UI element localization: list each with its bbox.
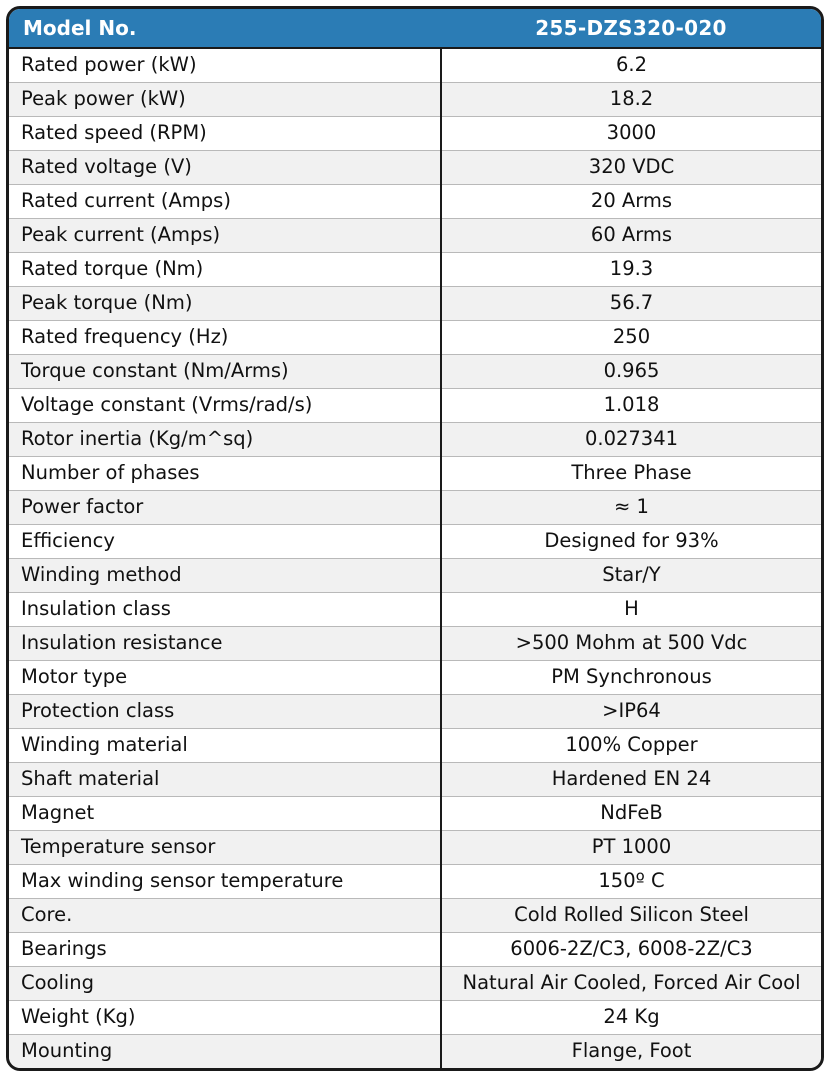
spec-value: >IP64: [441, 695, 821, 729]
table-row: [9, 763, 821, 797]
spec-value: 18.2: [441, 83, 821, 117]
table-row: [9, 287, 821, 321]
spec-value: 6.2: [441, 48, 821, 83]
table-row: [9, 355, 821, 389]
spec-label: Torque constant (Nm/Arms): [9, 355, 441, 389]
table-row: [9, 1001, 821, 1035]
table-row: [9, 185, 821, 219]
spec-value: Natural Air Cooled, Forced Air Cool: [441, 967, 821, 1001]
spec-label: Rated torque (Nm): [9, 253, 441, 287]
spec-label: Number of phases: [9, 457, 441, 491]
spec-label: Rated voltage (V): [9, 151, 441, 185]
table-row: [9, 899, 821, 933]
spec-label: Insulation class: [9, 593, 441, 627]
spec-value: Cold Rolled Silicon Steel: [441, 899, 821, 933]
table-row: [9, 219, 821, 253]
spec-value: Three Phase: [441, 457, 821, 491]
spec-value: H: [441, 593, 821, 627]
spec-label: Voltage constant (Vrms/rad/s): [9, 389, 441, 423]
spec-value: 19.3: [441, 253, 821, 287]
table-body: [9, 48, 821, 1068]
table-row: [9, 48, 821, 83]
spec-label: Bearings: [9, 933, 441, 967]
table-row: [9, 1035, 821, 1069]
spec-value: NdFeB: [441, 797, 821, 831]
spec-label: Rated frequency (Hz): [9, 321, 441, 355]
spec-value: Hardened EN 24: [441, 763, 821, 797]
spec-label: Rated current (Amps): [9, 185, 441, 219]
table-row: [9, 389, 821, 423]
table-row: [9, 83, 821, 117]
spec-value: 20 Arms: [441, 185, 821, 219]
spec-label: Insulation resistance: [9, 627, 441, 661]
table-row: [9, 559, 821, 593]
spec-label: Magnet: [9, 797, 441, 831]
table-header-row: [9, 9, 821, 48]
spec-value: PM Synchronous: [441, 661, 821, 695]
spec-value: 56.7: [441, 287, 821, 321]
table-row: [9, 593, 821, 627]
spec-value: 0.027341: [441, 423, 821, 457]
table-row: [9, 627, 821, 661]
spec-value: 3000: [441, 117, 821, 151]
spec-value: 320 VDC: [441, 151, 821, 185]
table-row: [9, 151, 821, 185]
spec-label: Efficiency: [9, 525, 441, 559]
spec-label: Weight (Kg): [9, 1001, 441, 1035]
spec-value: 0.965: [441, 355, 821, 389]
spec-value: 24 Kg: [441, 1001, 821, 1035]
spec-label: Peak current (Amps): [9, 219, 441, 253]
spec-label: Peak power (kW): [9, 83, 441, 117]
spec-label: Rotor inertia (Kg/m^sq): [9, 423, 441, 457]
table-row: [9, 117, 821, 151]
table-row: [9, 797, 821, 831]
table-header: [9, 9, 821, 48]
spec-label: Motor type: [9, 661, 441, 695]
spec-value: >500 Mohm at 500 Vdc: [441, 627, 821, 661]
table-row: [9, 491, 821, 525]
spec-value: Designed for 93%: [441, 525, 821, 559]
table-row: [9, 423, 821, 457]
spec-value: 250: [441, 321, 821, 355]
spec-label: Shaft material: [9, 763, 441, 797]
spec-label: Protection class: [9, 695, 441, 729]
header-model-no-label: Model No.: [9, 9, 441, 48]
table-row: [9, 661, 821, 695]
table-row: [9, 831, 821, 865]
table-row: [9, 865, 821, 899]
table-row: [9, 695, 821, 729]
spec-value: Star/Y: [441, 559, 821, 593]
spec-label: Temperature sensor: [9, 831, 441, 865]
spec-value: 100% Copper: [441, 729, 821, 763]
spec-label: Cooling: [9, 967, 441, 1001]
table-row: [9, 321, 821, 355]
spec-value: Flange, Foot: [441, 1035, 821, 1069]
spec-value: 150º C: [441, 865, 821, 899]
specification-table: [9, 9, 821, 1068]
table-row: [9, 253, 821, 287]
header-model-no-value: 255-DZS320-020: [441, 9, 821, 48]
spec-label: Core.: [9, 899, 441, 933]
table-row: [9, 729, 821, 763]
spec-table-container: [6, 6, 824, 1071]
spec-label: Rated power (kW): [9, 48, 441, 83]
spec-value: 6006-2Z/C3, 6008-2Z/C3: [441, 933, 821, 967]
spec-label: Power factor: [9, 491, 441, 525]
spec-label: Max winding sensor temperature: [9, 865, 441, 899]
spec-label: Mounting: [9, 1035, 441, 1069]
spec-label: Winding method: [9, 559, 441, 593]
table-row: [9, 457, 821, 491]
table-row: [9, 525, 821, 559]
spec-label: Rated speed (RPM): [9, 117, 441, 151]
table-row: [9, 933, 821, 967]
table-row: [9, 967, 821, 1001]
spec-value: ≈ 1: [441, 491, 821, 525]
spec-value: 60 Arms: [441, 219, 821, 253]
spec-label: Winding material: [9, 729, 441, 763]
spec-label: Peak torque (Nm): [9, 287, 441, 321]
spec-value: PT 1000: [441, 831, 821, 865]
spec-value: 1.018: [441, 389, 821, 423]
